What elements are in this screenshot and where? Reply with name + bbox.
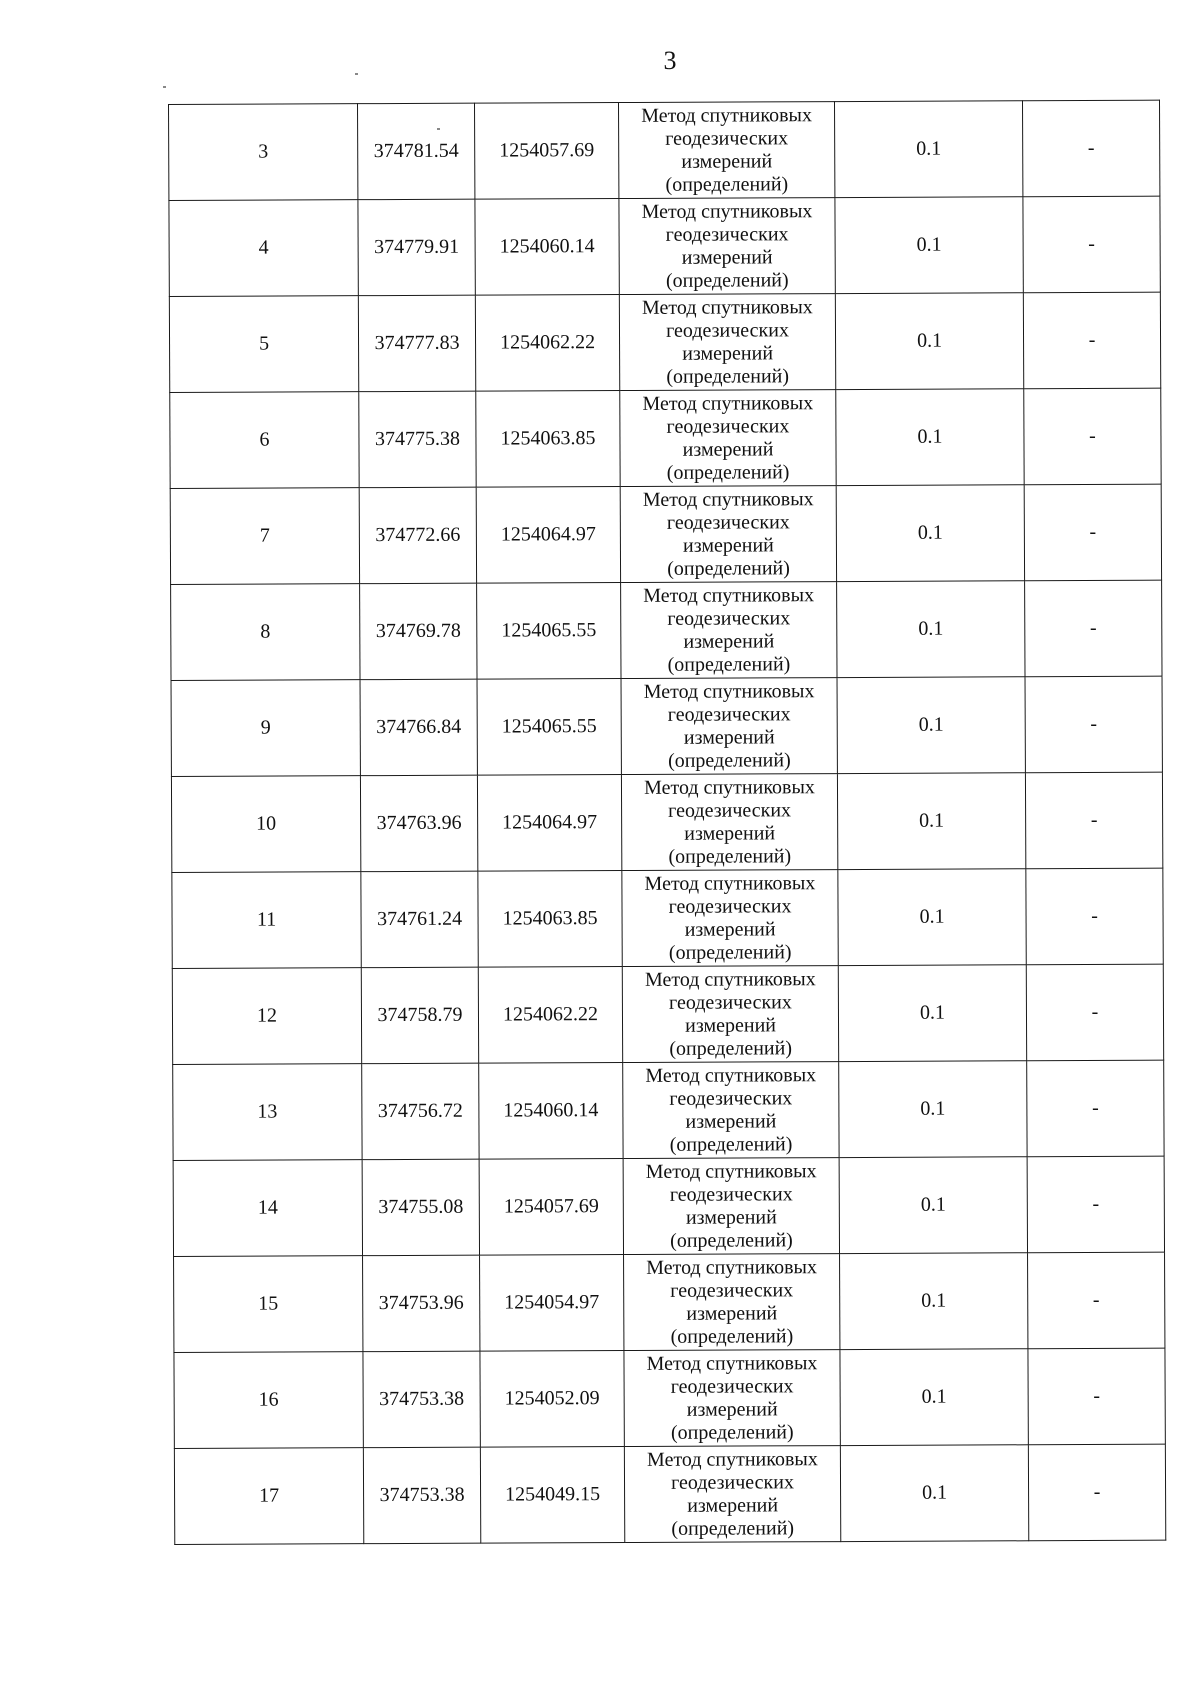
method-line: измерений xyxy=(683,629,775,653)
coordinate-x-cell: 374763.96 xyxy=(360,775,477,872)
method-line: геодезических xyxy=(668,798,792,822)
method-line: (определений) xyxy=(668,844,792,868)
coordinate-x-cell: 374775.38 xyxy=(359,391,476,488)
method-line: (определений) xyxy=(670,1420,794,1444)
method-cell xyxy=(624,1350,840,1447)
point-number-cell: 9 xyxy=(171,680,360,777)
method-line: Метод спутниковых xyxy=(645,1063,817,1087)
method-cell xyxy=(619,198,835,295)
method-line: измерений xyxy=(682,533,774,557)
table-row xyxy=(174,1348,1165,1448)
method-line: геодезических xyxy=(666,318,789,342)
method-cell xyxy=(619,294,835,391)
method-cell xyxy=(618,102,834,199)
method-line: измерений xyxy=(686,1397,778,1421)
method-line: Метод спутниковых xyxy=(644,871,816,895)
page-number: 3 xyxy=(663,46,677,75)
method-line: Метод спутниковых xyxy=(643,679,815,703)
coordinate-x-cell: 374753.38 xyxy=(363,1447,480,1544)
method-line: Метод спутниковых xyxy=(646,1447,818,1471)
method-line: (определений) xyxy=(665,268,789,292)
method-line: геодезических xyxy=(665,222,789,246)
accuracy-cell: 0.1 xyxy=(835,293,1023,390)
method-line: измерений xyxy=(684,821,776,845)
method-line: (определений) xyxy=(670,1228,793,1252)
method-line: геодезических xyxy=(669,1086,793,1110)
method-line: измерений xyxy=(685,1013,776,1037)
description-cell: - xyxy=(1026,964,1163,1061)
point-number-cell: 3 xyxy=(169,104,358,201)
coordinate-x-cell: 374781.54 xyxy=(358,103,475,200)
method-line: измерений xyxy=(685,1109,777,1133)
table-row xyxy=(171,772,1162,872)
method-line: измерений xyxy=(681,149,773,173)
method-cell xyxy=(621,582,837,679)
method-line: измерений xyxy=(681,245,773,269)
method-line: (определений) xyxy=(668,940,792,964)
description-cell: - xyxy=(1028,1252,1165,1349)
accuracy-cell: 0.1 xyxy=(837,677,1025,774)
description-cell: - xyxy=(1022,100,1159,197)
method-line: (определений) xyxy=(665,172,789,196)
coordinate-y-cell: 1254062.22 xyxy=(478,967,622,1064)
method-line: Метод спутниковых xyxy=(646,1255,818,1279)
coordinate-x-cell: 374769.78 xyxy=(360,583,477,680)
coordinate-x-cell: 374756.72 xyxy=(362,1063,479,1160)
table-row xyxy=(170,484,1161,584)
point-number-cell: 8 xyxy=(171,584,360,681)
method-line: Метод спутниковых xyxy=(641,199,813,223)
coordinate-x-cell: 374761.24 xyxy=(361,871,478,968)
accuracy-cell: 0.1 xyxy=(839,1157,1027,1254)
description-cell: - xyxy=(1027,1156,1164,1253)
point-number-cell: 15 xyxy=(174,1256,363,1353)
point-number-cell: 6 xyxy=(170,392,359,489)
method-line: Метод спутниковых xyxy=(646,1351,818,1375)
method-line: Метод спутниковых xyxy=(641,103,812,127)
coordinate-x-cell: 374772.66 xyxy=(359,487,476,584)
method-cell xyxy=(621,678,837,775)
point-number-cell: 7 xyxy=(170,488,359,585)
coordinate-x-cell: 374779.91 xyxy=(358,199,475,296)
coordinate-y-cell: 1254064.97 xyxy=(477,775,621,872)
table-row xyxy=(169,100,1160,200)
coordinate-x-cell: 374753.96 xyxy=(363,1255,480,1352)
method-line: геодезических xyxy=(666,414,790,438)
method-line: Метод спутниковых xyxy=(645,1159,817,1183)
scan-speck xyxy=(355,73,358,75)
coordinate-y-cell: 1254065.55 xyxy=(477,679,621,776)
table-row xyxy=(174,1444,1165,1544)
method-cell xyxy=(621,774,837,871)
method-line: геодезических xyxy=(668,894,792,918)
table-row xyxy=(174,1252,1165,1352)
method-line: геодезических xyxy=(670,1278,794,1302)
method-line: геодезических xyxy=(668,990,792,1014)
method-line: Метод спутниковых xyxy=(644,967,816,991)
method-line: (определений) xyxy=(667,748,791,772)
coordinate-x-cell: 374766.84 xyxy=(360,679,477,776)
method-line: измерений xyxy=(683,725,775,749)
accuracy-cell: 0.1 xyxy=(837,581,1025,678)
method-line: (определений) xyxy=(666,460,790,484)
table-row xyxy=(172,964,1163,1064)
accuracy-cell: 0.1 xyxy=(838,869,1026,966)
method-line: измерений xyxy=(682,437,774,461)
point-number-cell: 5 xyxy=(169,296,358,393)
coordinates-table-body xyxy=(169,100,1166,1544)
description-cell: - xyxy=(1025,676,1162,773)
accuracy-cell: 0.1 xyxy=(840,1349,1028,1446)
method-line: (определений) xyxy=(671,1516,795,1540)
point-number-cell: 16 xyxy=(174,1352,363,1449)
description-cell: - xyxy=(1023,292,1160,389)
coordinate-x-cell: 374758.79 xyxy=(361,967,478,1064)
method-line: геодезических xyxy=(669,1182,793,1206)
point-number-cell: 4 xyxy=(169,200,358,297)
coordinate-x-cell: 374777.83 xyxy=(358,295,475,392)
method-line: геодезических xyxy=(667,606,791,630)
coordinate-x-cell: 374753.38 xyxy=(363,1351,480,1448)
method-line: (определений) xyxy=(670,1324,794,1348)
method-line: (определений) xyxy=(667,556,790,580)
method-cell xyxy=(620,390,836,487)
method-cell xyxy=(622,870,838,967)
description-cell: - xyxy=(1023,196,1160,293)
table-row xyxy=(169,196,1160,296)
coordinate-y-cell: 1254065.55 xyxy=(477,583,621,680)
method-line: Метод спутниковых xyxy=(644,775,815,799)
coordinate-y-cell: 1254057.69 xyxy=(479,1159,623,1256)
table-row xyxy=(170,388,1161,488)
description-cell: - xyxy=(1028,1348,1165,1445)
point-number-cell: 10 xyxy=(171,776,360,873)
method-line: (определений) xyxy=(667,652,791,676)
description-cell: - xyxy=(1026,868,1163,965)
point-number-cell: 14 xyxy=(173,1160,362,1257)
coordinates-table-wrapper xyxy=(168,100,1159,1545)
description-cell: - xyxy=(1024,484,1161,581)
method-line: (определений) xyxy=(669,1036,793,1060)
accuracy-cell: 0.1 xyxy=(838,965,1026,1062)
description-cell: - xyxy=(1025,772,1162,869)
method-line: Метод спутниковых xyxy=(641,295,813,319)
method-line: Метод спутниковых xyxy=(643,583,815,607)
coordinate-y-cell: 1254054.97 xyxy=(480,1255,624,1352)
method-cell xyxy=(623,1158,839,1255)
accuracy-cell: 0.1 xyxy=(836,485,1024,582)
coordinate-y-cell: 1254060.14 xyxy=(475,199,619,296)
point-number-cell: 13 xyxy=(173,1064,362,1161)
method-cell xyxy=(620,486,836,583)
description-cell: - xyxy=(1025,580,1162,677)
method-line: (определений) xyxy=(666,364,790,388)
table-row xyxy=(173,1156,1164,1256)
coordinate-y-cell: 1254049.15 xyxy=(480,1447,624,1544)
coordinate-x-cell: 374755.08 xyxy=(362,1159,479,1256)
table-row xyxy=(173,1060,1164,1160)
coordinate-y-cell: 1254063.85 xyxy=(476,391,620,488)
point-number-cell: 17 xyxy=(174,1448,363,1545)
method-cell xyxy=(622,966,838,1063)
description-cell: - xyxy=(1028,1444,1165,1541)
method-cell xyxy=(624,1254,840,1351)
method-line: Метод спутниковых xyxy=(642,391,814,415)
method-line: геодезических xyxy=(670,1374,794,1398)
point-number-cell: 12 xyxy=(172,968,361,1065)
method-line: (определений) xyxy=(669,1132,793,1156)
accuracy-cell: 0.1 xyxy=(840,1253,1028,1350)
table-row xyxy=(172,868,1163,968)
method-line: измерений xyxy=(686,1301,778,1325)
coordinate-y-cell: 1254064.97 xyxy=(476,487,620,584)
accuracy-cell: 0.1 xyxy=(835,197,1023,294)
method-line: геодезических xyxy=(671,1470,795,1494)
accuracy-cell: 0.1 xyxy=(837,773,1025,870)
accuracy-cell: 0.1 xyxy=(839,1061,1027,1158)
coordinate-y-cell: 1254062.22 xyxy=(475,295,619,392)
method-line: Метод спутниковых xyxy=(642,487,814,511)
coordinates-table xyxy=(168,100,1166,1545)
scan-speck xyxy=(163,86,166,88)
description-cell: - xyxy=(1024,388,1161,485)
coordinate-y-cell: 1254057.69 xyxy=(474,103,618,200)
method-line: геодезических xyxy=(665,126,789,150)
accuracy-cell: 0.1 xyxy=(840,1445,1028,1542)
method-line: измерений xyxy=(684,917,776,941)
coordinate-y-cell: 1254063.85 xyxy=(478,871,622,968)
method-cell xyxy=(623,1062,839,1159)
method-line: измерений xyxy=(682,341,774,365)
table-row xyxy=(169,292,1160,392)
accuracy-cell: 0.1 xyxy=(836,389,1024,486)
table-row xyxy=(171,580,1162,680)
table-row xyxy=(171,676,1162,776)
method-line: геодезических xyxy=(667,702,791,726)
method-cell xyxy=(624,1446,840,1543)
point-number-cell: 11 xyxy=(172,872,361,969)
method-line: измерений xyxy=(685,1205,777,1229)
description-cell: - xyxy=(1027,1060,1164,1157)
coordinate-y-cell: 1254052.09 xyxy=(480,1351,624,1448)
method-line: геодезических xyxy=(666,510,790,534)
coordinate-y-cell: 1254060.14 xyxy=(479,1063,623,1160)
method-line: измерений xyxy=(687,1493,779,1517)
accuracy-cell: 0.1 xyxy=(834,101,1022,198)
